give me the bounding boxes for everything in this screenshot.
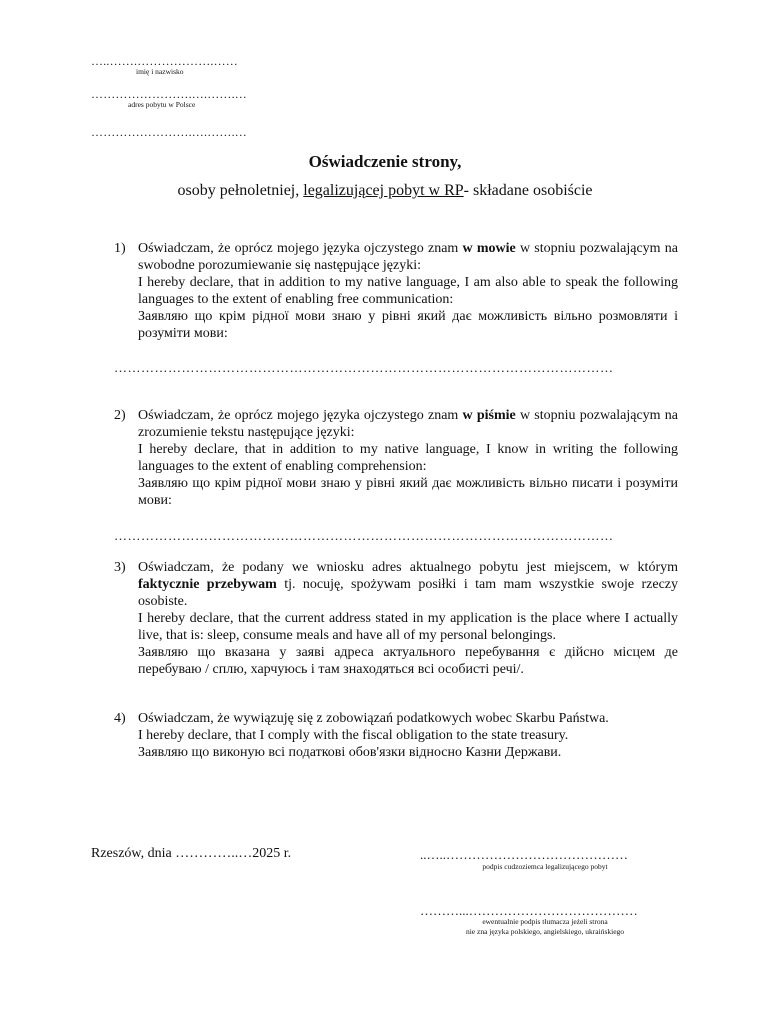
item-text-pl: Oświadczam, że podany we wniosku adres aktualnego pobytu jest miejscem, w którym faktycznie przebywam tj. nocuję, spożywam posiłki i tam mam wszystkie swoje rzeczy osobiste. [138, 560, 679, 609]
translator-signature-caption-1: ewentualnie podpis tłumacza jeżeli strona [482, 917, 608, 926]
declaration-item-3 [114, 559, 678, 678]
item-number: 1) [114, 241, 126, 256]
declaration-item-2 [114, 407, 678, 509]
item-text-pl: Oświadczam, że oprócz mojego języka ojczystego znam w mowie w stopniu pozwalającym na swobodne porozumiewanie się następujące języki: [138, 241, 678, 273]
declaration-item-4 [114, 710, 678, 761]
answer-line-2[interactable]: ………………………………………………………………………………………………… [114, 528, 614, 543]
item-text-uk: Заявляю що крім рідної мови знаю у рівні який дає можливість вільно писати і розуміти мови: [138, 476, 678, 508]
translator-signature-line[interactable]: ………...………………………………… [420, 903, 638, 918]
item-text-en: I hereby declare, that in addition to my native language, I know in writing the following languages to the extent of enabling comprehension: [138, 442, 678, 474]
item-number: 3) [114, 560, 126, 575]
item-text-pl: Oświadczam, że wywiązuję się z zobowiązań podatkowych wobec Skarbu Państwa. [138, 711, 609, 726]
name-field-caption: imię i nazwisko [136, 67, 184, 76]
address-field-dots: …………………….….…….… [91, 87, 247, 101]
item-number: 4) [114, 711, 126, 726]
place-date: Rzeszów, dnia …………..…2025 r. [91, 846, 292, 861]
translator-signature-caption-2: nie zna języka polskiego, angielskiego, ukraińskiego [465, 927, 625, 936]
subtitle-underlined: legalizującej pobyt w RP [303, 182, 464, 199]
name-field-dots: …..…….……………….…… [91, 54, 238, 68]
item-text-uk: Заявляю що вказана у заяві адреса актуального перебування є дійсно місцем де перебуваю / сплю, харчуюсь і там знаходяться всі особисті речі/. [138, 645, 678, 677]
subtitle-part2: - składane osobiście [463, 182, 593, 199]
declaration-item-1 [114, 240, 678, 342]
applicant-signature-caption: podpis cudzoziemca legalizującego pobyt [482, 862, 608, 871]
item-text-en: I hereby declare, that the current address stated in my application is the place where I actually live, that is: sleep, consume meals and have all of my personal belongings. [138, 611, 678, 643]
item-text-en: I hereby declare, that I comply with the fiscal obligation to the state treasury. [138, 728, 569, 743]
item-text-uk: Заявляю що виконую всі податкові обов'язки відносно Казни Держави. [138, 745, 562, 760]
document-title: Oświadczenie strony, [308, 152, 462, 171]
answer-line-1[interactable]: ………………………………………………………………………………………………… [114, 360, 614, 375]
item-number: 2) [114, 408, 126, 423]
item-text-en: I hereby declare, that in addition to my native language, I am also able to speak the following languages to the extent of enabling free communication: [138, 275, 678, 307]
extra-field-dots: …………………….….…….… [91, 125, 247, 139]
applicant-signature-line[interactable]: ..…..…………………………………… [420, 847, 628, 862]
subtitle-part1: osoby pełnoletniej, [177, 182, 304, 199]
item-text-uk: Заявляю що крім рідної мови знаю у рівні який дає можливість вільно розмовляти і розуміти мови: [138, 309, 678, 341]
address-field-caption: adres pobytu w Polsce [128, 100, 196, 109]
document-subtitle [0, 182, 770, 200]
item-text-pl: Oświadczam, że oprócz mojego języka ojczystego znam w piśmie w stopniu pozwalającym na zrozumienie tekstu następujące języki: [138, 408, 678, 440]
